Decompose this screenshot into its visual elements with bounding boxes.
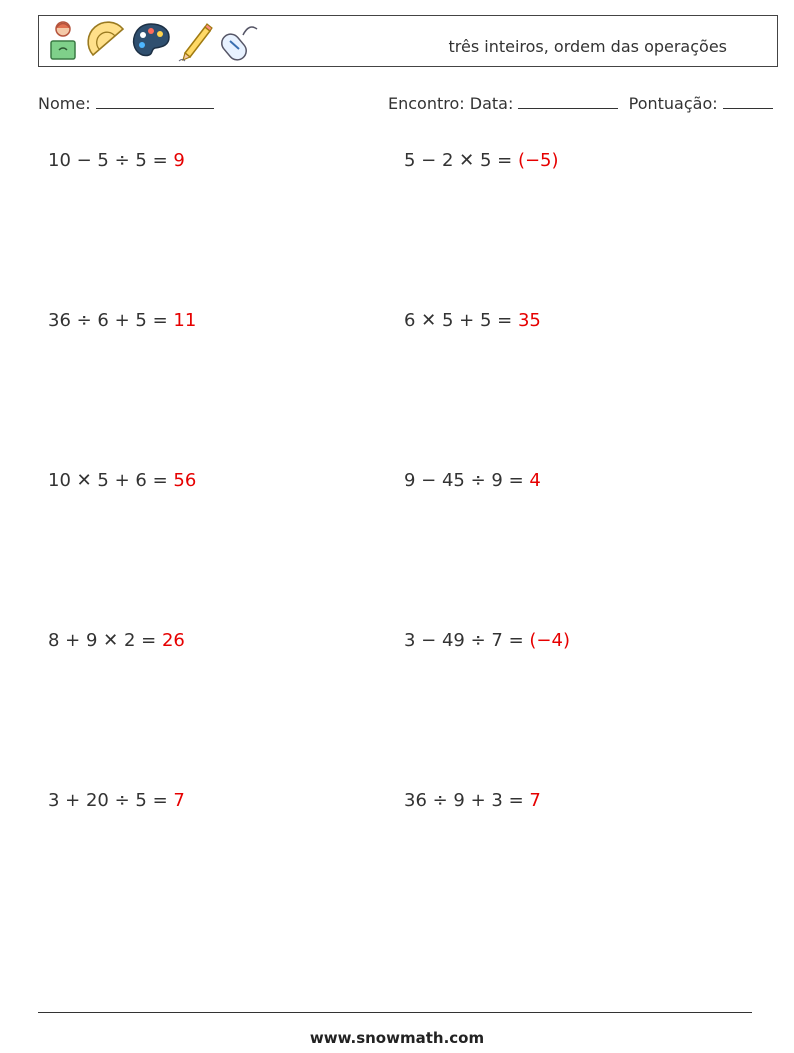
- problem-answer: 7: [529, 790, 541, 811]
- problem-expression: 5 − 2 ✕ 5 =: [404, 150, 513, 171]
- problem-expression: 10 − 5 ÷ 5 =: [48, 150, 168, 171]
- footer-url[interactable]: www.snowmath.com: [309, 1029, 485, 1047]
- problem-answer: 7: [173, 790, 185, 811]
- problem-answer: 35: [517, 310, 541, 331]
- meeting-label: Encontro:: [388, 94, 465, 113]
- score-blank: [723, 94, 773, 109]
- problem-10: [404, 790, 541, 811]
- computer-mouse-icon: [217, 19, 261, 63]
- name-field: [38, 94, 214, 113]
- problem-answer: 56: [173, 470, 197, 491]
- problem-answer: 9: [173, 150, 185, 171]
- problem-5: [48, 470, 196, 491]
- teacher-icon: [43, 19, 87, 63]
- worksheet-header: [38, 15, 778, 67]
- problem-answer: (−4): [529, 630, 570, 651]
- problem-expression: 3 − 49 ÷ 7 =: [404, 630, 524, 651]
- footer-divider: [38, 1012, 752, 1013]
- problem-expression: 8 + 9 ✕ 2 =: [48, 630, 157, 651]
- problem-expression: 6 ✕ 5 + 5 =: [404, 310, 513, 331]
- paint-palette-icon: [129, 19, 173, 63]
- problem-1: [48, 150, 185, 171]
- problem-4: [404, 310, 541, 331]
- problem-answer: (−5): [517, 150, 559, 171]
- problem-9: [48, 790, 185, 811]
- problem-expression: 36 ÷ 9 + 3 =: [404, 790, 524, 811]
- problem-expression: 3 + 20 ÷ 5 =: [48, 790, 168, 811]
- problem-3: [48, 310, 196, 331]
- name-label: Nome:: [38, 94, 91, 113]
- problem-answer: 26: [161, 630, 185, 651]
- problem-6: [404, 470, 541, 491]
- name-blank: [96, 94, 214, 109]
- problem-7: [48, 630, 185, 651]
- problem-expression: 10 ✕ 5 + 6 =: [48, 470, 168, 491]
- problem-expression: 36 ÷ 6 + 5 =: [48, 310, 168, 331]
- problem-expression: 9 − 45 ÷ 9 =: [404, 470, 524, 491]
- score-label: Pontuação:: [628, 94, 718, 113]
- meeting-date-score: [388, 94, 773, 113]
- date-blank: [518, 94, 618, 109]
- pencil-icon: [173, 19, 217, 63]
- problem-2: [404, 150, 559, 171]
- problem-answer: 4: [529, 470, 541, 491]
- date-label: Data:: [469, 94, 514, 113]
- problem-answer: 11: [173, 310, 197, 331]
- problem-8: [404, 630, 570, 651]
- worksheet-title: três inteiros, ordem das operações: [448, 37, 727, 56]
- protractor-icon: [85, 19, 129, 63]
